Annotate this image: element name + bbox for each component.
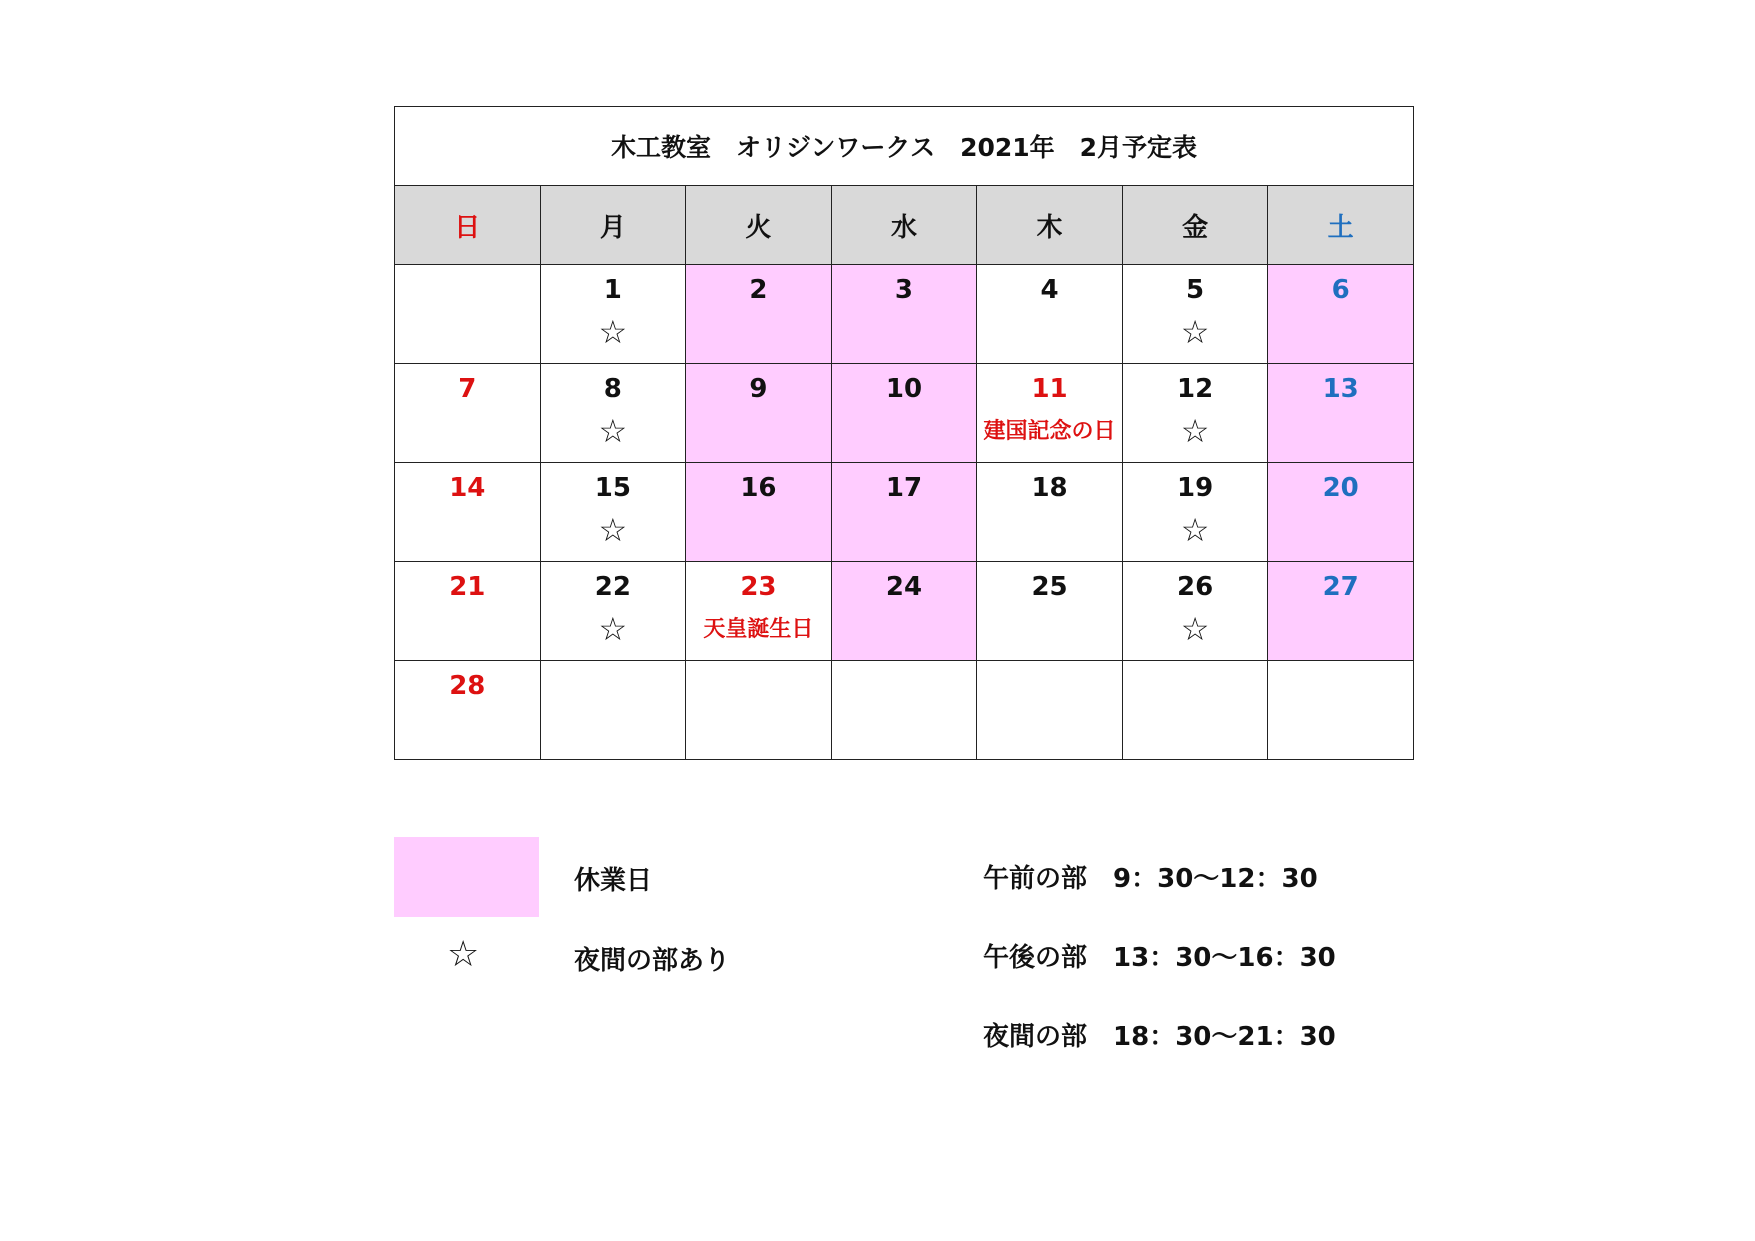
hours-afternoon-time: 13：30～16：30 bbox=[1113, 943, 1336, 973]
calendar-day-cell bbox=[1122, 661, 1268, 760]
calendar-day-cell bbox=[686, 463, 832, 562]
calendar-day-cell bbox=[686, 562, 832, 661]
day-number: 27 bbox=[1322, 572, 1359, 602]
weekday-header: 水 bbox=[831, 186, 977, 265]
night-session-star-icon: ☆ bbox=[598, 610, 628, 648]
weekday-header: 月 bbox=[540, 186, 686, 265]
calendar-day-cell bbox=[831, 265, 977, 364]
calendar-week-row bbox=[395, 463, 1414, 562]
day-number: 7 bbox=[458, 374, 477, 404]
hours-morning-time: 9：30～12：30 bbox=[1113, 864, 1318, 894]
closed-day-legend-label: 休業日 bbox=[574, 866, 653, 896]
calendar-week-row bbox=[395, 562, 1414, 661]
day-number: 10 bbox=[885, 374, 923, 404]
day-number: 23 bbox=[740, 572, 777, 602]
star-icon: ☆ bbox=[447, 934, 480, 975]
night-session-legend-label: 夜間の部あり bbox=[574, 946, 731, 976]
day-number: 18 bbox=[1031, 473, 1068, 503]
hours-afternoon bbox=[983, 937, 1336, 974]
hours-afternoon-name: 午後の部 bbox=[983, 943, 1088, 973]
calendar-day-cell bbox=[1122, 562, 1268, 661]
weekday-header: 金 bbox=[1122, 186, 1268, 265]
day-number: 8 bbox=[603, 374, 622, 404]
day-number: 13 bbox=[1322, 374, 1359, 404]
holiday-name: 天皇誕生日 bbox=[703, 617, 814, 642]
night-session-star-icon: ☆ bbox=[598, 511, 628, 549]
day-number: 25 bbox=[1031, 572, 1068, 602]
calendar-day-cell bbox=[831, 463, 977, 562]
day-number: 1 bbox=[603, 275, 622, 305]
closed-day-swatch bbox=[394, 837, 539, 917]
calendar-day-cell bbox=[540, 364, 686, 463]
calendar-day-cell bbox=[1268, 364, 1414, 463]
calendar-day-cell bbox=[686, 265, 832, 364]
day-number: 5 bbox=[1186, 275, 1205, 305]
calendar-week-row bbox=[395, 661, 1414, 760]
calendar-day-cell bbox=[1122, 463, 1268, 562]
calendar-day-cell bbox=[540, 265, 686, 364]
hours-morning bbox=[983, 858, 1318, 895]
calendar-day-cell bbox=[977, 463, 1123, 562]
day-number: 14 bbox=[449, 473, 486, 503]
hours-night bbox=[983, 1016, 1336, 1053]
hours-night-time: 18：30～21：30 bbox=[1113, 1022, 1336, 1052]
calendar-day-cell bbox=[831, 364, 977, 463]
day-number: 3 bbox=[894, 275, 914, 305]
night-session-star-icon: ☆ bbox=[598, 412, 628, 450]
day-number: 9 bbox=[749, 374, 768, 404]
calendar-day-cell bbox=[686, 661, 832, 760]
weekday-header: 日 bbox=[395, 186, 541, 265]
day-number: 15 bbox=[594, 473, 631, 503]
calendar-day-cell bbox=[395, 562, 541, 661]
day-number: 24 bbox=[885, 572, 923, 602]
night-session-star-icon: ☆ bbox=[1180, 610, 1210, 648]
weekday-header: 木 bbox=[977, 186, 1123, 265]
day-number: 16 bbox=[740, 473, 777, 503]
hours-morning-name: 午前の部 bbox=[983, 864, 1088, 894]
calendar-body bbox=[395, 265, 1414, 760]
calendar-day-cell bbox=[977, 562, 1123, 661]
calendar-day-cell bbox=[1268, 265, 1414, 364]
calendar-day-cell bbox=[1268, 661, 1414, 760]
calendar-day-cell bbox=[540, 463, 686, 562]
calendar-day-cell bbox=[977, 661, 1123, 760]
calendar-day-cell bbox=[977, 265, 1123, 364]
day-number: 17 bbox=[885, 473, 923, 503]
calendar-day-cell bbox=[540, 562, 686, 661]
calendar-table bbox=[394, 106, 1414, 760]
weekday-header-row bbox=[395, 186, 1414, 265]
day-number: 6 bbox=[1331, 275, 1350, 305]
calendar-day-cell bbox=[395, 364, 541, 463]
weekday-header: 土 bbox=[1268, 186, 1414, 265]
calendar-day-cell bbox=[1268, 562, 1414, 661]
calendar-day-cell bbox=[686, 364, 832, 463]
calendar-title: 木工教室 オリジンワークス 2021年 2月予定表 bbox=[395, 107, 1414, 186]
night-session-star-icon: ☆ bbox=[1180, 412, 1210, 450]
calendar-day-cell bbox=[1122, 364, 1268, 463]
hours-night-name: 夜間の部 bbox=[983, 1022, 1088, 1052]
calendar-day-cell bbox=[395, 265, 541, 364]
day-number: 12 bbox=[1177, 374, 1214, 404]
day-number: 11 bbox=[1031, 374, 1068, 404]
calendar-day-cell bbox=[1122, 265, 1268, 364]
day-number: 22 bbox=[594, 572, 631, 602]
weekday-header: 火 bbox=[686, 186, 832, 265]
calendar-day-cell bbox=[831, 661, 977, 760]
calendar-day-cell bbox=[831, 562, 977, 661]
day-number: 4 bbox=[1040, 275, 1059, 305]
holiday-name: 建国記念の日 bbox=[983, 419, 1116, 444]
calendar-day-cell bbox=[1268, 463, 1414, 562]
day-number: 21 bbox=[449, 572, 486, 602]
calendar-week-row bbox=[395, 265, 1414, 364]
night-session-star-icon: ☆ bbox=[1180, 511, 1210, 549]
calendar-day-cell bbox=[395, 463, 541, 562]
calendar-day-cell bbox=[395, 661, 541, 760]
night-session-star-icon: ☆ bbox=[598, 313, 628, 351]
calendar-week-row bbox=[395, 364, 1414, 463]
night-session-star-icon: ☆ bbox=[1180, 313, 1210, 351]
day-number: 20 bbox=[1322, 473, 1359, 503]
calendar-day-cell bbox=[977, 364, 1123, 463]
day-number: 28 bbox=[449, 671, 486, 701]
day-number: 2 bbox=[749, 275, 768, 305]
calendar-day-cell bbox=[540, 661, 686, 760]
day-number: 26 bbox=[1177, 572, 1214, 602]
day-number: 19 bbox=[1177, 473, 1214, 503]
